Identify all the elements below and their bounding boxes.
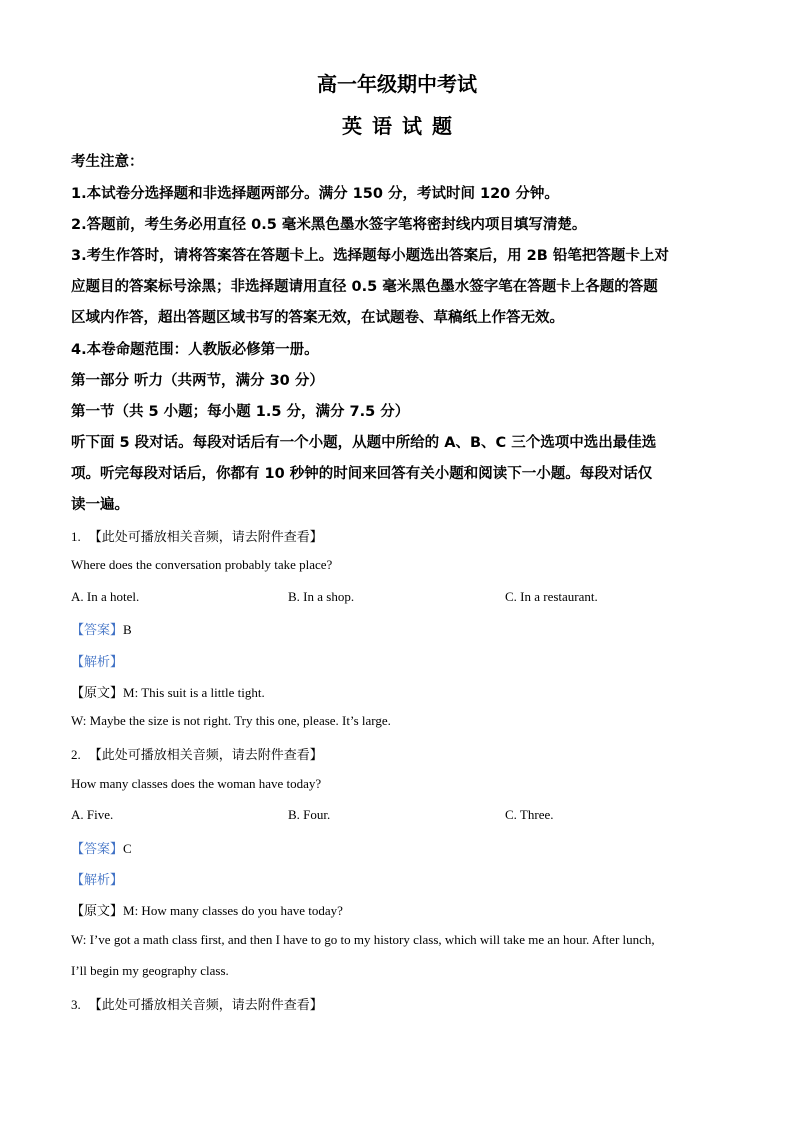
notice-heading: 考生注意： — [71, 154, 144, 170]
audio-link[interactable]: 【此处可播放相关音频，请去附件查看】 — [88, 530, 323, 545]
transcript-line: I’ll begin my geography class. — [71, 963, 229, 978]
option-c: C. In a restaurant. — [505, 589, 598, 604]
transcript-line: 【原文】M: This suit is a little tight. — [71, 685, 265, 701]
analysis-label: 【解析】 — [71, 873, 124, 888]
notice-item: 应题目的答案标号涂黑；非选择题请用直径 0.5 毫米黑色墨水签字笔在答题卡上各题的答题 — [71, 279, 658, 295]
option-a: A. Five. — [71, 807, 114, 822]
question-1-header — [71, 526, 323, 546]
option-b: B. Four. — [288, 807, 331, 822]
analysis-label: 【解析】 — [71, 655, 124, 670]
audio-link[interactable]: 【此处可播放相关音频，请去附件查看】 — [88, 998, 323, 1013]
answer-value: B — [123, 622, 132, 637]
directions-line: 项。听完每段对话后，你都有 10 秒钟的时间来回答有关小题和阅读下一小题。每段对话仅 — [71, 466, 653, 482]
notice-item: 3.考生作答时，请将答案答在答题卡上。选择题每小题选出答案后，用 2B 铅笔把答题卡上对 — [71, 248, 669, 264]
notice-item: 1.本试卷分选择题和非选择题两部分。满分 150 分，考试时间 120 分钟。 — [71, 186, 559, 202]
option-c: C. Three. — [505, 807, 554, 822]
answer-line — [71, 619, 132, 639]
answer-line — [71, 838, 132, 858]
option-a: A. In a hotel. — [71, 589, 140, 604]
option-b: B. In a shop. — [288, 589, 355, 604]
section-heading: 第一节（共 5 小题；每小题 1.5 分，满分 7.5 分） — [71, 404, 410, 420]
part-heading: 第一部分 听力（共两节，满分 30 分） — [71, 373, 324, 389]
directions-line: 听下面 5 段对话。每段对话后有一个小题，从题中所给的 A、B、C 三个选项中选出最佳选 — [71, 435, 657, 451]
question-number: 2. — [71, 747, 81, 762]
question-stem: How many classes does the woman have today? — [71, 776, 322, 791]
subject-title: 英语试题 — [342, 114, 462, 138]
transcript-line: 【原文】M: How many classes do you have today? — [71, 903, 343, 919]
transcript-line: W: I’ve got a math class first, and then I have to go to my history class, which will take me an hour. After lunch, — [71, 932, 655, 947]
original-label: 【原文】 — [71, 686, 124, 701]
notice-item: 2.答题前，考生务必用直径 0.5 毫米黑色墨水签字笔将密封线内项目填写清楚。 — [71, 217, 587, 233]
answer-label: 【答案】 — [71, 623, 124, 638]
transcript-line: W: Maybe the size is not right. Try this one, please. It’s large. — [71, 713, 391, 728]
directions-line: 读一遍。 — [71, 497, 129, 513]
answer-label: 【答案】 — [71, 842, 124, 857]
audio-link[interactable]: 【此处可播放相关音频，请去附件查看】 — [88, 748, 323, 763]
answer-value: C — [123, 841, 132, 856]
question-number: 1. — [71, 529, 81, 544]
question-stem: Where does the conversation probably take place? — [71, 557, 333, 572]
exam-title: 高一年级期中考试 — [317, 72, 477, 96]
question-2-header — [71, 744, 323, 764]
question-number: 3. — [71, 997, 81, 1012]
notice-item: 区域内作答，超出答题区域书写的答案无效，在试题卷、草稿纸上作答无效。 — [71, 310, 564, 326]
question-3-header — [71, 994, 323, 1014]
original-label: 【原文】 — [71, 904, 124, 919]
notice-item: 4.本卷命题范围：人教版必修第一册。 — [71, 342, 319, 358]
